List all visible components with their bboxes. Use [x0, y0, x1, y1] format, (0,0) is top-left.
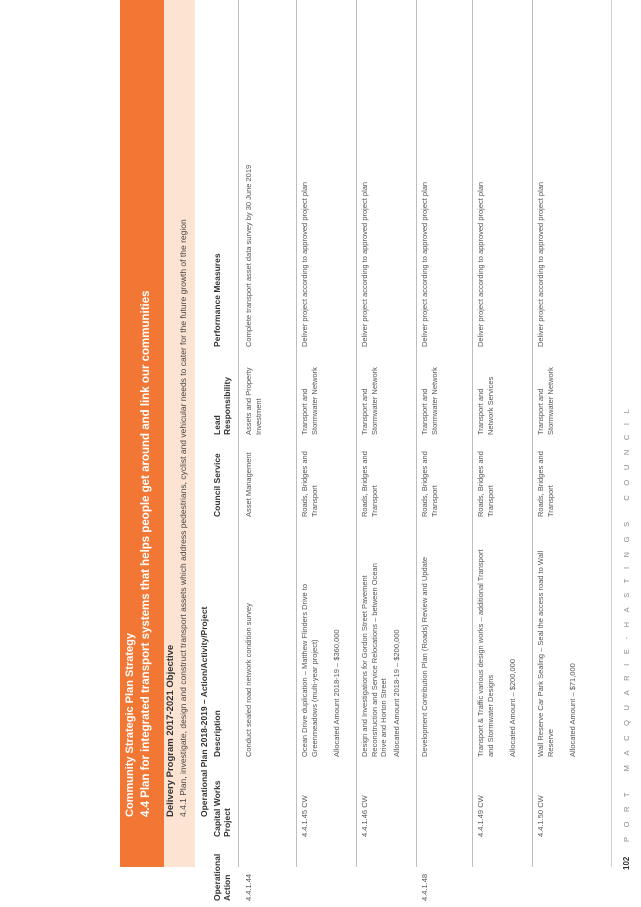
cell-measure: Deliver project according to approved project plan	[420, 181, 429, 347]
row-divider	[532, 0, 533, 867]
cell-service: Roads, Bridges and Transport	[476, 451, 495, 517]
cell-description: Ocean Drive duplication – Matthew Flinders Drive to Greenmeadows (multi-year project)	[300, 584, 319, 757]
cell-lead: Transport and Stormwater Network	[300, 367, 319, 435]
cell-project: 4.4.1.46 CW	[360, 795, 369, 837]
cell-allocated-amount: Allocated Amount – $71,000	[568, 663, 577, 757]
header-divider	[238, 0, 239, 867]
footer-rule	[611, 0, 612, 867]
cell-service: Asset Management	[244, 452, 253, 517]
cell-action: 4.4.1.48	[420, 873, 429, 901]
cell-action: 4.4.1.44	[244, 873, 253, 901]
cell-description: Development Contribution Plan (Roads) Review and Update	[420, 556, 429, 757]
row-divider	[416, 0, 417, 867]
col-header-description: Description	[212, 710, 222, 757]
col-header-measures: Performance Measures	[212, 253, 222, 347]
cell-measure: Deliver project according to approved project plan	[536, 181, 545, 347]
col-header-project: Capital Works Project	[212, 780, 232, 837]
cell-project: 4.4.1.45 CW	[300, 795, 309, 837]
cell-allocated-amount: Allocated Amount – $200,000	[508, 659, 517, 757]
row-divider	[472, 0, 473, 867]
cell-description: Design and Investigations for Gordon Street Pavement Reconstruction and Service Relocations – between Ocean Drive and Horton Street	[360, 563, 388, 757]
cell-project: 4.4.1.49 CW	[476, 795, 485, 837]
cell-lead: Transport and Stormwater Network	[420, 367, 439, 435]
cell-measure: Deliver project according to approved project plan	[360, 181, 369, 347]
cell-lead: Transport and Stormwater Network	[536, 367, 555, 435]
strategy-subtitle: 4.4 Plan for integrated transport systems that helps people get around and link our communities	[140, 290, 152, 817]
col-header-action: Operational Action	[212, 853, 232, 901]
operational-plan-label: Operational Plan 2018-2019 – Action/Activity/Project	[199, 606, 209, 817]
cell-measure: Deliver project according to approved project plan	[476, 181, 485, 347]
cell-measure: Deliver project according to approved project plan	[300, 181, 309, 347]
cell-lead: Transport and Network Services	[476, 376, 495, 435]
cell-allocated-amount: Allocated Amount 2018-19 – $360,000	[332, 629, 341, 757]
cell-service: Roads, Bridges and Transport	[536, 451, 555, 517]
strategy-title: Community Strategic Plan Strategy	[124, 633, 136, 817]
col-header-service: Council Service	[212, 453, 222, 517]
row-divider	[356, 0, 357, 867]
cell-project: 4.4.1.50 CW	[536, 795, 545, 837]
delivery-program-label: Delivery Program 2017-2021 Objective	[165, 644, 176, 817]
delivery-objective-text: 4.4.1 Plan, investigate, design and construct transport assets which address pedestrians, cyclist and vehicular needs to cater for the future growth of the region	[178, 219, 188, 817]
cell-allocated-amount: Allocated Amount 2018-19 – $200,000	[392, 629, 401, 757]
cell-lead: Assets and Property Investment	[244, 367, 263, 435]
col-header-lead: Lead Responsibility	[212, 376, 232, 435]
cell-description: Conduct sealed road network condition survey	[244, 603, 253, 757]
council-name: PORT MACQUARIE-HASTINGS COUNCIL	[622, 399, 631, 842]
page-number: 102	[622, 856, 631, 870]
cell-measure: Complete transport asset data survey by 30 June 2019	[244, 164, 253, 347]
cell-lead: Transport and Stormwater Network	[360, 367, 379, 435]
cell-service: Roads, Bridges and Transport	[420, 451, 439, 517]
cell-description: Transport & Traffic various design works – additional Transport and Stormwater Designs	[476, 549, 495, 757]
cell-service: Roads, Bridges and Transport	[300, 451, 319, 517]
cell-service: Roads, Bridges and Transport	[360, 451, 379, 517]
cell-description: Wall Reserve Car Park Sealing – Seal the access road to Wall Reserve	[536, 550, 555, 757]
row-divider	[296, 0, 297, 867]
